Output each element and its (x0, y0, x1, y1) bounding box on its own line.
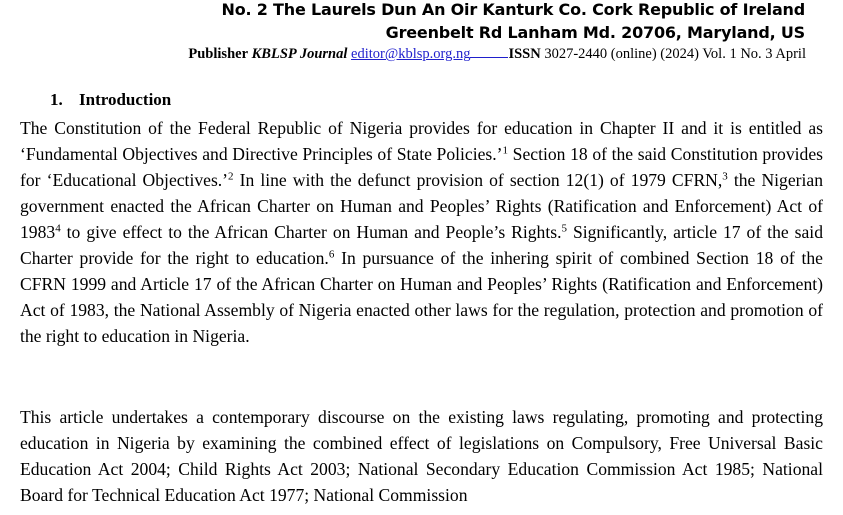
section-title: Introduction (79, 90, 172, 109)
address-line-2: Greenbelt Rd Lanham Md. 20706, Maryland, US (385, 23, 805, 42)
sentence-7: In pursuance of the inhering spirit of combined Section 18 of the CFRN 1999 and Article 17 of the African Charter on Human and Peoples’ Rights (Ratification and Enforcement) Act of 1983, the National Assembly of Nigeria enacted other laws for the regulation, protection and promotion of the right to education in Nigeria. (20, 248, 823, 346)
footnote-ref-2[interactable]: 2 (228, 170, 234, 183)
footnote-ref-1[interactable]: 1 (502, 144, 509, 157)
section-heading (50, 90, 171, 110)
journal-name: KBLSP Journal (251, 46, 348, 62)
sentence-4: the Nigerian government enacted the African Charter on Human and Peoples’ Rights (Ratification and Enforcement) Act of 1983 (20, 170, 823, 242)
section-number: 1. (50, 90, 63, 109)
email-link[interactable]: editor@kblsp.org.ng (351, 46, 471, 62)
publisher-label: Publisher (188, 46, 249, 62)
paragraph-scope: This article undertakes a contemporary discourse on the existing laws regulating, promoting and protecting education in Nigeria by examining the combined effect of legislations on Compulsory, Free Universal Basic Education Act 2004; Child Rights Act 2003; National Secondary Education Commission Act 1985; National Board for Technical Education Act 1977; National Commission (20, 407, 823, 505)
sentence-2: Section 18 of the said Constitution provides for ‘Educational Objectives.’ (20, 144, 823, 190)
paragraph-introduction (20, 115, 823, 349)
issn-label: ISSN (508, 46, 541, 62)
footnote-ref-4[interactable]: 4 (55, 222, 61, 235)
underline-gap (470, 56, 508, 58)
address-line-1: No. 2 The Laurels Dun An Oir Kanturk Co. Cork Republic of Ireland (221, 0, 805, 19)
issn-text: 3027-2440 (online) (2024) Vol. 1 No. 3 April (544, 46, 806, 62)
footnote-ref-3[interactable]: 3 (722, 170, 728, 183)
footnote-ref-5[interactable]: 5 (561, 222, 567, 235)
sentence-6: Significantly, article 17 of the said Charter provide for the right to education. (20, 222, 823, 268)
sentence-3: In line with the defunct provision of section 12(1) of 1979 CFRN, (233, 170, 723, 190)
publisher-line (188, 46, 806, 63)
sentence-5: to give effect to the African Charter on Human and People’s Rights. (60, 222, 562, 242)
footnote-ref-6[interactable]: 6 (328, 248, 335, 261)
sentence-1: The Constitution of the Federal Republic of Nigeria provides for education in Chapter II and it is entitled as ‘Fundamental Objectives and Directive Principles of State Policies.’ (20, 118, 823, 164)
